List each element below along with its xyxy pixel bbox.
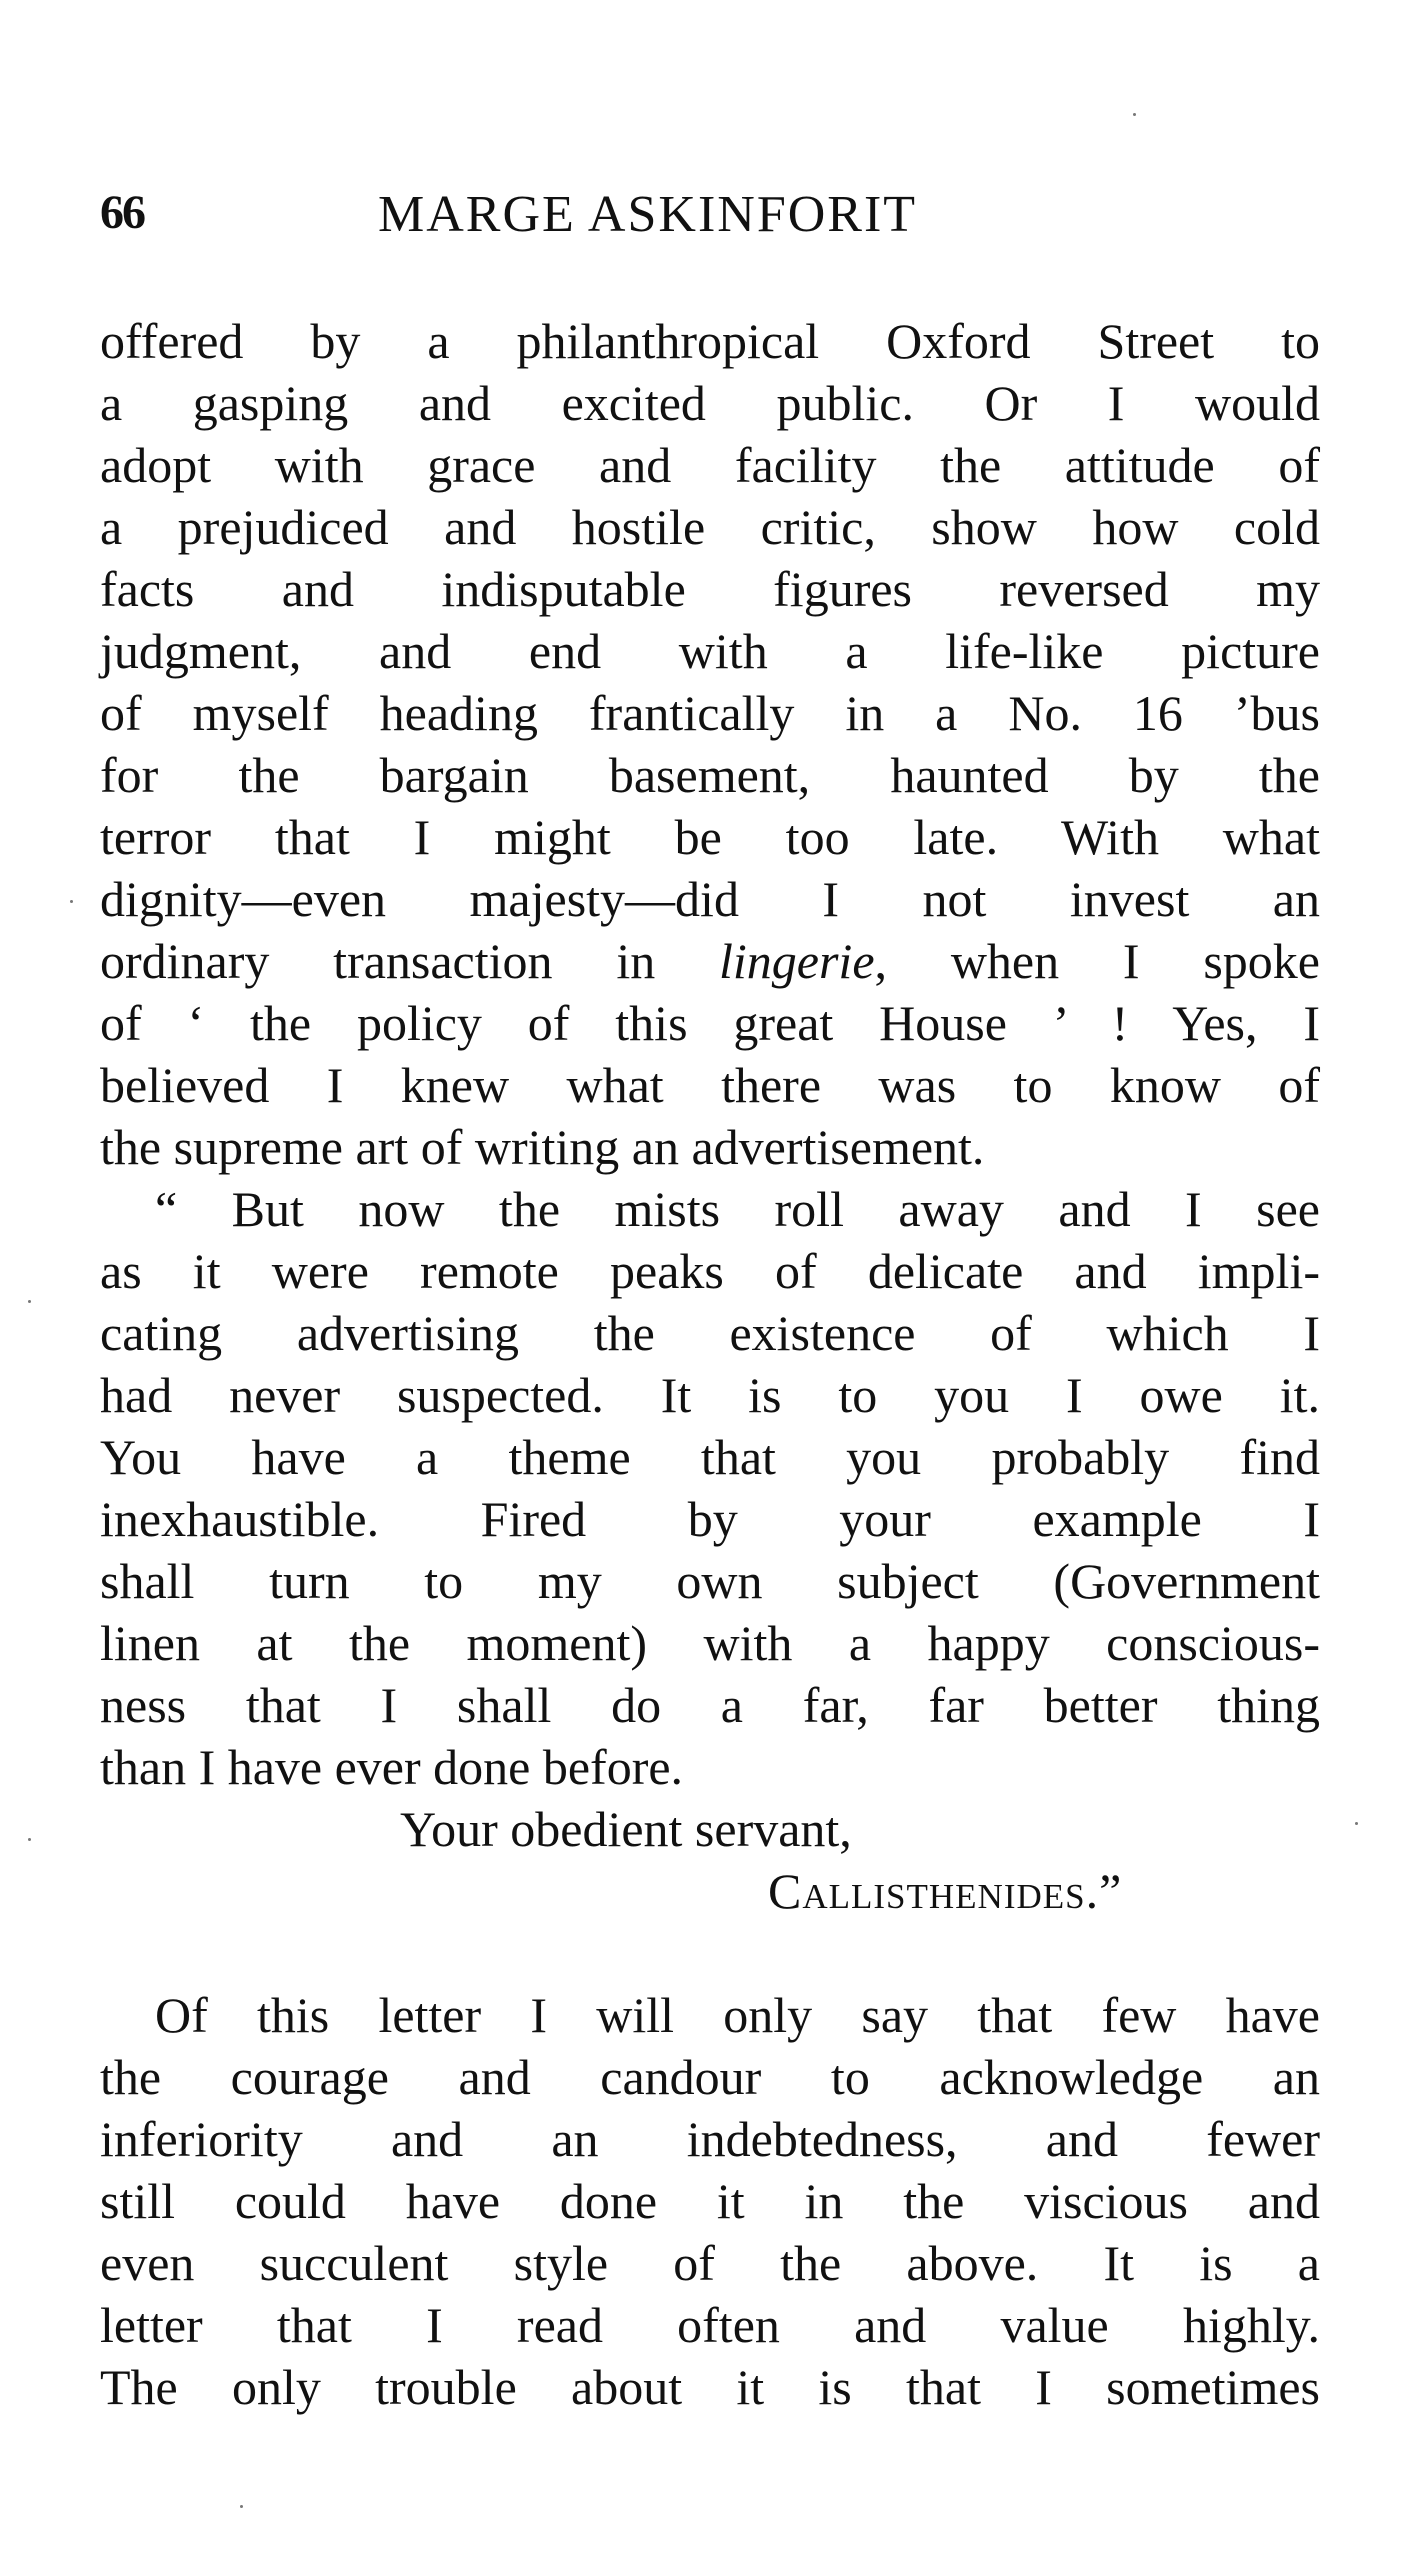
- text-line: the supreme art of writing an advertisement.: [100, 1119, 985, 1175]
- print-speck: [1133, 113, 1136, 116]
- paragraph-gap: [100, 1922, 1320, 1984]
- text-line: ordinary transaction in lingerie, when I spoke: [100, 933, 1320, 989]
- text-line: even succulent style of the above. It is a: [100, 2235, 1320, 2291]
- italic-word: lingerie: [719, 933, 875, 989]
- text-line: inferiority and an indebtedness, and fewer: [100, 2111, 1320, 2167]
- text-line: terror that I might be too late. With what: [100, 809, 1320, 865]
- print-speck: [70, 900, 73, 903]
- text-line: Of this letter I will only say that few have: [155, 1987, 1320, 2043]
- text-line: for the bargain basement, haunted by the: [100, 747, 1320, 803]
- text-line: dignity—even majesty—did I not invest an: [100, 871, 1320, 927]
- print-speck: [240, 2505, 243, 2508]
- page-number: 66: [100, 186, 144, 239]
- text-line: linen at the moment) with a happy conscious-: [100, 1615, 1320, 1671]
- text-line: as it were remote peaks of delicate and impli-: [100, 1243, 1320, 1299]
- text-line: than I have ever done before.: [100, 1739, 684, 1795]
- text-line: judgment, and end with a life-like picture: [100, 623, 1320, 679]
- text-line: facts and indisputable figures reversed my: [100, 561, 1320, 617]
- text-line: a prejudiced and hostile critic, show how cold: [100, 499, 1320, 555]
- text-line: You have a theme that you probably find: [100, 1429, 1320, 1485]
- text-line: believed I knew what there was to know of: [100, 1057, 1320, 1113]
- text-line: The only trouble about it is that I sometimes: [100, 2359, 1320, 2415]
- text-line: had never suspected. It is to you I owe it.: [100, 1367, 1320, 1423]
- print-speck: [28, 1300, 31, 1303]
- text-line: shall turn to my own subject (Government: [100, 1553, 1320, 1609]
- text-line: the courage and candour to acknowledge an: [100, 2049, 1320, 2105]
- body-text: [100, 310, 1320, 2418]
- text-line: still could have done it in the viscious and: [100, 2173, 1320, 2229]
- text-line: “ But now the mists roll away and I see: [155, 1181, 1320, 1237]
- text-line: a gasping and excited public. Or I would: [100, 375, 1320, 431]
- running-head: MARGE ASKINFORIT: [378, 186, 918, 243]
- print-speck: [1355, 1822, 1358, 1825]
- print-speck: [28, 1838, 31, 1841]
- text-line: letter that I read often and value highly.: [100, 2297, 1320, 2353]
- text-line: ness that I shall do a far, far better thing: [100, 1677, 1320, 1733]
- text-line: adopt with grace and facility the attitude of: [100, 437, 1320, 493]
- letter-signature: Callisthenides.”: [768, 1863, 1123, 1919]
- text-line: of ‘ the policy of this great House ’ ! Yes, I: [100, 995, 1320, 1051]
- text-line: offered by a philanthropical Oxford Street to: [100, 313, 1320, 369]
- text-line: cating advertising the existence of which I: [100, 1305, 1320, 1361]
- text-line: of myself heading frantically in a No. 16 ’bus: [100, 685, 1320, 741]
- letter-salutation: Your obedient servant,: [400, 1801, 852, 1857]
- text-line: inexhaustible. Fired by your example I: [100, 1491, 1320, 1547]
- page-header: [100, 185, 1320, 255]
